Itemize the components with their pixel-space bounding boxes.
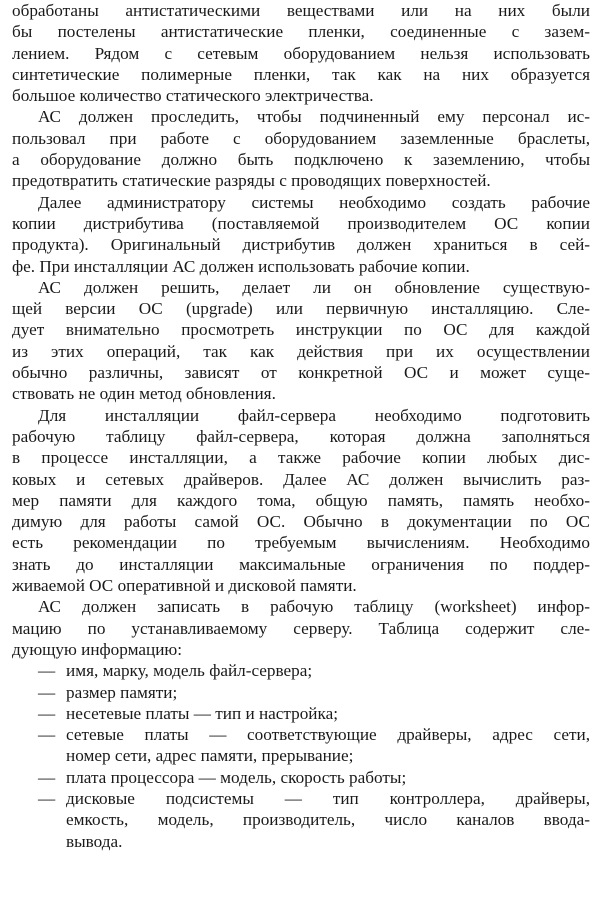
text-line: Далее администратору системы необходимо создать рабочие: [38, 192, 590, 212]
dash-marker: —: [38, 661, 56, 681]
text-line: дующую информацию:: [12, 639, 183, 659]
paragraph: [12, 106, 590, 191]
paragraph: [12, 0, 590, 106]
text-line: АС должен записать в рабочую таблицу (worksheet) инфор-: [38, 597, 590, 617]
text-line: копии дистрибутива (поставляемой производителем ОС копии: [12, 213, 590, 233]
paragraph: [12, 192, 590, 277]
text-line: большое количество статического электричества.: [12, 86, 374, 106]
list-item-text: дисковые подсистемы — тип контроллера, драйверы,: [66, 788, 590, 808]
text-line: ковых и сетевых драйверов. Далее АС должен вычислить раз-: [12, 469, 590, 489]
text-line: мацию по устанавливаемому серверу. Таблица содержит сле-: [12, 618, 590, 638]
text-line: продукта). Оригинальный дистрибутив должен храниться в сей-: [12, 235, 590, 255]
text-line: предотвратить статические разряды с проводящих поверхностей.: [12, 171, 491, 191]
dash-marker: —: [38, 703, 56, 723]
list-item-continuation: емкость, модель, производитель, число каналов ввода-: [66, 810, 590, 830]
text-line: Для инсталляции файл-сервера необходимо подготовить: [38, 405, 590, 425]
text-line: бы постелены антистатические пленки, соединенные с зазем-: [12, 22, 590, 42]
text-line: пользовал при работе с оборудованием заземленные браслеты,: [12, 128, 590, 148]
list-item: [12, 788, 590, 809]
list-item-text: несетевые платы — тип и настройка;: [66, 703, 339, 723]
text-line: живаемой ОС оперативной и дисковой памяти.: [12, 576, 357, 596]
text-line: обычно различны, зависят от конкретной ОС и может суще-: [12, 363, 590, 383]
text-line: из этих операций, так как действия при их осуществлении: [12, 341, 590, 361]
dash-marker: —: [38, 682, 56, 702]
list-item: [12, 767, 590, 788]
text-line: а оборудование должно быть подключено к заземлению, чтобы: [12, 150, 590, 170]
document-page: [12, 0, 590, 852]
text-line: лением. Рядом с сетевым оборудованием нельзя использовать: [12, 43, 590, 63]
text-line: ствовать не один метод обновления.: [12, 384, 276, 404]
paragraph: [12, 405, 590, 597]
dash-marker: —: [38, 788, 56, 808]
list-item: [12, 703, 590, 724]
text-line: знать до инсталляции максимальные ограничения по поддер-: [12, 554, 590, 574]
text-line: есть рекомендации по требуемым вычислениям. Необходимо: [12, 533, 590, 553]
dash-marker: —: [38, 725, 56, 745]
paragraph: [12, 277, 590, 405]
text-line: рабочую таблицу файл-сервера, которая должна заполняться: [12, 426, 590, 446]
text-line: дует внимательно просмотреть инструкции по ОС для каждой: [12, 320, 590, 340]
dash-marker: —: [38, 767, 56, 787]
list-item-text: плата процессора — модель, скорость работы;: [66, 767, 407, 787]
text-line: димую для работы самой ОС. Обычно в документации по ОС: [12, 512, 590, 532]
text-line: фе. При инсталляции АС должен использовать рабочие копии.: [12, 256, 470, 276]
list-item: [12, 724, 590, 745]
text-line: в процессе инсталляции, а также рабочие копии любых дис-: [12, 448, 590, 468]
text-line: АС должен решить, делает ли он обновление существую-: [38, 277, 590, 297]
text-line: обработаны антистатическими веществами или на них были: [12, 1, 590, 20]
list-item-continuation: вывода.: [66, 831, 123, 851]
list-item-text: имя, марку, модель файл-сервера;: [66, 661, 313, 681]
text-line: АС должен проследить, чтобы подчиненный ему персонал ис-: [38, 107, 590, 127]
text-line: мер памяти для каждого тома, общую память, память необхо-: [12, 490, 590, 510]
text-line: щей версии ОС (upgrade) или первичную инсталляцию. Сле-: [12, 299, 590, 319]
list-item: [12, 682, 590, 703]
text-line: синтетические полимерные пленки, так как на них образуется: [12, 64, 590, 84]
bullet-list: [12, 660, 590, 852]
list-item-text: сетевые платы — соответствующие драйверы, адрес сети,: [66, 725, 590, 745]
list-item-text: размер памяти;: [66, 682, 178, 702]
list-item-continuation: номер сети, адрес памяти, прерывание;: [66, 746, 354, 766]
list-item: [12, 660, 590, 681]
paragraph: [12, 596, 590, 660]
